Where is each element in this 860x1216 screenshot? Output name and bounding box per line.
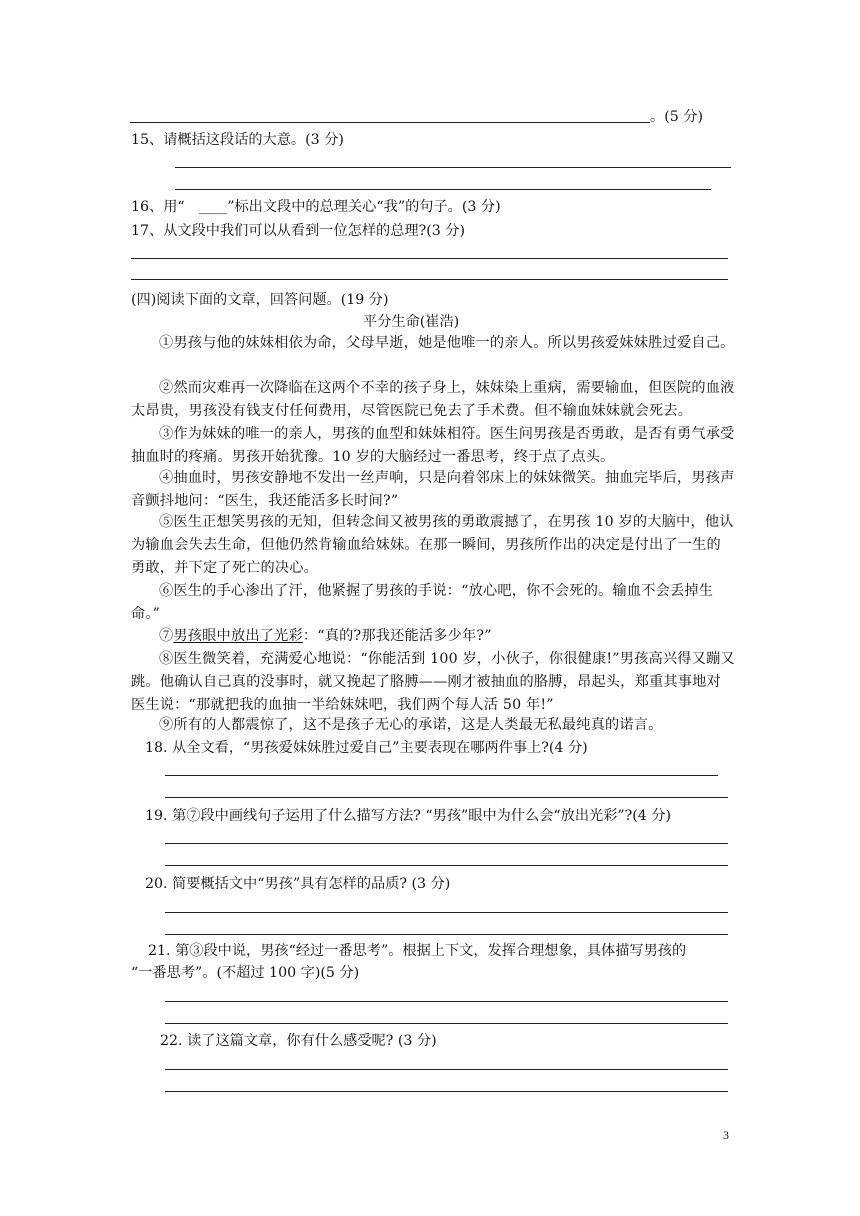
underlined-sentence: 男孩眼中放出了光彩 <box>173 628 303 644</box>
paragraph-2: ②然而灾难再一次降临在这两个不幸的孩子身上，妹妹染上重病，需要输血，但医院的血液太昂贵，男孩没有钱支付任何费用，尽管医院已免去了手术费。但不输血妹妹就会死去。 <box>131 380 735 419</box>
question-21-line-1: 21. 第③段中说，男孩“经过一番思考”。根据上下文，发挥合理想象，具体描写男孩的 <box>148 943 687 959</box>
paragraph-5: ⑤医生正想笑男孩的无知，但转念间又被男孩的勇敢震撼了，在男孩 10 岁的大脑中，他认为输血会失去生命，但他仍然肯输血给妹妹。在那一瞬间，男孩所作出的决定是付出了一生的勇敢，并下定了死亡的决心。 <box>131 514 734 576</box>
question-18: 18. 从全文看，“男孩爱妹妹胜过爱自己”主要表现在哪两件事上?(4 分) <box>145 740 588 756</box>
paragraph-4: ④抽血时，男孩安静地不发出一丝声响，只是向着邻床上的妹妹微笑。抽血完毕后，男孩声音颤抖地问：“医生，我还能活多长时间?” <box>131 470 735 509</box>
answer-line-q18-1 <box>165 775 718 776</box>
paragraph-7 <box>131 625 735 648</box>
answer-line-q20-2 <box>165 934 728 935</box>
answer-line-q19-1 <box>165 843 728 844</box>
question-17: 17、从文段中我们可以从看到一位怎样的总理?(3 分) <box>131 223 466 239</box>
paragraph-7-rest: ：“真的?那我还能活多少年?” <box>302 628 492 644</box>
answer-line-q21-2 <box>165 1023 728 1024</box>
paragraph-3: ③作为妹妹的唯一的亲人，男孩的血型和妹妹相符。医生问男孩是否勇敢，是否有勇气承受抽血时的疼痛。男孩开始犹豫。10 岁的大脑经过一番思考，终于点了点头。 <box>131 426 735 465</box>
answer-line-q15-2 <box>175 189 711 190</box>
answer-line-q20-1 <box>165 912 728 913</box>
paragraph-7-number: ⑦ <box>159 628 174 644</box>
answer-line-q22-2 <box>165 1091 728 1092</box>
question-21-line-2: “一番思考”。(不超过 100 字)(5 分) <box>131 965 360 981</box>
answer-line-q17-1 <box>131 258 728 259</box>
paragraph-1: ①男孩与他的妹妹相依为命，父母早逝，她是他唯一的亲人。所以男孩爱妹妹胜过爱自己。 <box>159 335 735 351</box>
section-heading: (四)阅读下面的文章，回答问题。(19 分) <box>131 292 389 308</box>
paragraph-9: ⑨所有的人都震惊了，这不是孩子无心的承诺，这是人类最无私最纯真的诺言。 <box>159 717 663 733</box>
paragraph-6: ⑥医生的手心渗出了汗，他紧握了男孩的手说：“放心吧，你不会死的。输血不会丢掉生命。” <box>131 583 714 622</box>
question-19: 19. 第⑦段中画线句子运用了什么描写方法? “男孩”眼中为什么会“放出光彩”?(4 分) <box>145 808 672 824</box>
article-title: 平分生命(崔浩) <box>363 314 460 330</box>
paragraph-8: ⑧医生微笑着，充满爱心地说：“你能活到 100 岁，小伙子，你很健康!”男孩高兴得又蹦又跳。他确认自己真的没事时，就又挽起了胳膊——刚才被抽血的胳膊，昂起头，郑重其事地对医生说：“那就把我的血抽一半给妹妹吧，我们两个每人活 50 年!” <box>131 651 735 713</box>
question-22: 22. 读了这篇文章，你有什么感受呢? (3 分) <box>160 1033 437 1049</box>
answer-line-q21-1 <box>165 1001 728 1002</box>
answer-line-q18-2 <box>165 797 728 798</box>
answer-line-q15-1 <box>175 167 731 168</box>
page-number: 3 <box>723 1128 729 1142</box>
q14-score: 。(5 分) <box>650 109 703 125</box>
answer-line-q17-2 <box>131 279 728 280</box>
answer-line-q22-1 <box>165 1069 728 1070</box>
question-16: 16、用“ ____”标出文段中的总理关心“我”的句子。(3 分) <box>131 199 501 215</box>
answer-line-q19-2 <box>165 865 728 866</box>
question-20: 20. 简要概括文中“男孩”具有怎样的品质? (3 分) <box>145 876 451 892</box>
answer-line-q14 <box>130 122 650 123</box>
question-15: 15、请概括这段话的大意。(3 分) <box>131 132 344 148</box>
